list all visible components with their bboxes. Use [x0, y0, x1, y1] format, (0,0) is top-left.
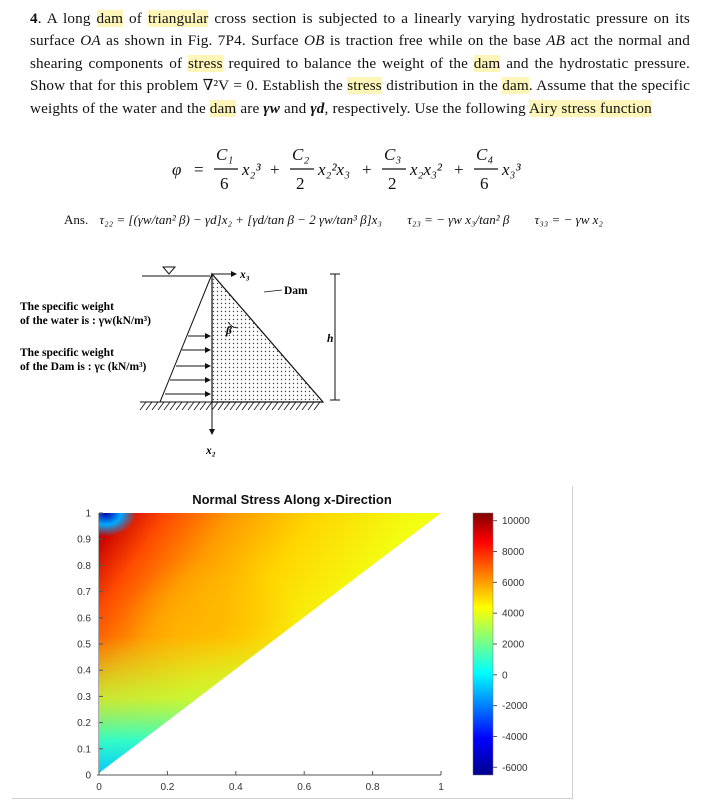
text-run: cross section is subjected to a linearly varying hydrostatic pressure on its surface	[30, 10, 690, 50]
term2-denominator: 2	[296, 174, 305, 193]
y-tick-label: 0.8	[77, 560, 91, 572]
x-tick-label: 0.4	[228, 782, 243, 793]
text-run: and	[280, 99, 311, 117]
text-run: . A long	[37, 10, 97, 27]
y-tick-label: 0.3	[77, 691, 91, 703]
beta-label: β	[226, 325, 232, 337]
colorbar-tick-label: 6000	[502, 577, 525, 589]
highlight-dam: dam	[473, 54, 501, 72]
text-run: as shown in Fig. 7P4. Surface	[100, 32, 304, 50]
highlight-stress: stress	[187, 54, 223, 72]
tau23-expression: τ₂₃ = − γw x₃/tan² β	[407, 212, 510, 227]
x2-label: x₂	[206, 445, 216, 457]
term2-variable: x₂²x₃	[318, 160, 351, 179]
plus-sign: +	[362, 160, 372, 179]
text-run: . Assume that the specific weights of the water and the	[30, 77, 690, 117]
highlight-dam: dam	[502, 77, 529, 95]
contour-low-region	[99, 636, 441, 775]
water-weight-line2: of the water is : γw(kN/m³)	[20, 315, 151, 327]
water-weight-line1: The specific weight	[20, 301, 114, 313]
y-tick-label: 0	[85, 770, 91, 782]
term2-numerator: C₂	[292, 145, 310, 164]
x-tick-label: 0.6	[297, 782, 312, 793]
problem-statement	[30, 8, 690, 120]
gamma-d: γd	[310, 99, 325, 117]
dam-weight-line1: The specific weight	[20, 347, 114, 359]
surface-oa: OA	[80, 32, 101, 50]
equals-sign: =	[194, 160, 204, 179]
plus-sign: +	[454, 160, 464, 179]
colorbar-tick-label: 0	[502, 670, 508, 682]
x-tick-label: 0.8	[365, 782, 380, 793]
colorbar	[473, 513, 493, 775]
term1-variable: x₂³	[242, 160, 261, 179]
y-tick-label: 1	[85, 508, 91, 520]
y-tick-label: 0.5	[77, 639, 91, 651]
term4-denominator: 6	[480, 174, 489, 193]
tau22-expression: τ₂₂ = [(γw/tan² β) − γd]x₂ + [γd/tan β − 2 γw/tan³ β]x₃	[99, 212, 382, 227]
pressure-line	[160, 274, 212, 402]
colorbar-tick-label: 4000	[502, 608, 525, 620]
airy-stress-function-formula	[170, 142, 530, 198]
colorbar-tick-label: -4000	[502, 731, 528, 743]
x-tick-label: 1	[438, 782, 444, 793]
text-run: and the hydrostatic pressure. Show that for this problem ∇²V = 0. Establish the	[30, 54, 690, 95]
y-tick-label: 0.7	[77, 587, 91, 599]
plot-svg	[12, 486, 572, 798]
highlight-dam: dam	[96, 10, 124, 27]
text-run: distribution in the	[381, 77, 503, 95]
dam-label: Dam	[284, 285, 308, 297]
gamma-w: γw	[263, 99, 281, 117]
text-run: , respectively. Use the following	[324, 99, 530, 117]
plot-title: Normal Stress Along x-Direction	[192, 492, 392, 507]
term1-denominator: 6	[220, 174, 229, 193]
highlight-dam: dam	[209, 99, 237, 117]
colorbar-tick-label: 2000	[502, 639, 525, 651]
x-ticks	[96, 771, 444, 793]
dam-leader-line	[264, 290, 282, 292]
y-tick-label: 0.1	[77, 744, 91, 756]
text-run: act the normal and shearing components of	[30, 32, 691, 72]
highlight-stress: stress	[347, 77, 382, 95]
phi-symbol: φ	[172, 160, 182, 179]
term3-numerator: C₃	[384, 145, 402, 164]
term3-denominator: 2	[388, 174, 397, 193]
dam-figure	[20, 262, 400, 462]
surface-ob: OB	[303, 32, 325, 50]
tau33-expression: τ₃₃ = − γw x₂	[534, 212, 603, 227]
colorbar-tick-label: 8000	[502, 547, 525, 559]
term4-variable: x₃³	[502, 160, 521, 179]
y-tick-label: 0.6	[77, 613, 91, 625]
base-ab: AB	[546, 32, 566, 50]
colorbar-tick-label: 10000	[502, 516, 530, 528]
text-run: of	[123, 10, 148, 27]
colorbar-tick-label: -2000	[502, 701, 528, 713]
ground-hatching	[140, 402, 320, 410]
stress-contour-plot	[12, 486, 573, 799]
text-run: is traction free while on the base	[324, 32, 547, 50]
colorbar-tick-label: -6000	[502, 762, 528, 774]
answer-line	[64, 212, 684, 228]
text-run: required to balance the weight of the	[222, 54, 474, 72]
highlight-airy-stress-function: Airy stress function	[529, 99, 652, 117]
x-tick-label: 0.2	[160, 782, 175, 793]
colorbar-ticks	[493, 516, 530, 774]
y-tick-label: 0.9	[77, 534, 91, 546]
highlight-triangular: triangular	[147, 10, 209, 27]
text-run: are	[236, 99, 264, 117]
problem-number: 4	[30, 10, 38, 27]
term4-numerator: C₄	[476, 145, 494, 164]
term3-variable: x₂x₃²	[410, 160, 443, 179]
h-label: h	[327, 333, 334, 345]
plus-sign: +	[270, 160, 280, 179]
dam-weight-line2: of the Dam is : γc (kN/m³)	[20, 361, 147, 373]
answer-label: Ans.	[64, 212, 89, 227]
y-tick-label: 0.4	[77, 665, 91, 677]
term1-numerator: C₁	[216, 145, 234, 164]
water-level-triangle	[163, 267, 175, 274]
x-tick-label: 0	[96, 782, 102, 793]
x3-label: x₃	[240, 269, 250, 281]
y-tick-label: 0.2	[77, 718, 91, 730]
